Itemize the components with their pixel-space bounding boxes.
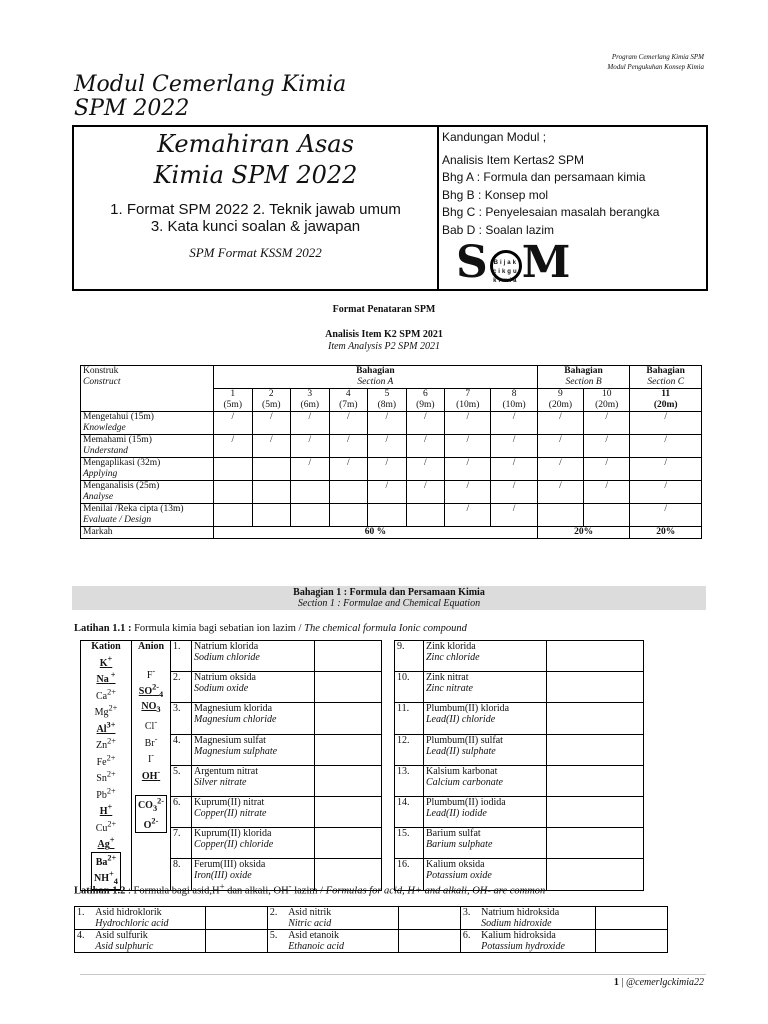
- ion-no3: $NO_3$: [141, 701, 161, 715]
- latihan-1-2-sup2: -: [288, 881, 292, 891]
- cmp-answer[interactable]: [315, 828, 382, 859]
- markah-section-b: 20%: [537, 527, 630, 539]
- section-c-en: Section C: [647, 377, 685, 387]
- footer-separator: |: [621, 977, 624, 988]
- box-heading-1: Kemahiran Asas: [157, 130, 354, 158]
- acid-answer[interactable]: [205, 907, 267, 930]
- construct-label: Memahami (15m) Understand: [81, 435, 214, 458]
- title-box: [72, 125, 708, 291]
- contents-item-0: Analisis Item Kertas2 SPM: [442, 152, 585, 167]
- box-point-2: 3. Kata kunci soalan & jawapan: [150, 218, 361, 235]
- question-1: 1 (5m): [214, 389, 253, 412]
- format-title: Format Penataran SPM: [332, 304, 436, 315]
- cmp-answer[interactable]: [315, 797, 382, 828]
- cation-column: [81, 641, 132, 891]
- section-b-en: Section B: [565, 377, 602, 387]
- mark-cell: /: [491, 412, 537, 435]
- cmp-num: 11.: [395, 703, 424, 734]
- cmp-num: 7.: [171, 828, 192, 859]
- mark-cell: /: [630, 504, 702, 527]
- construct-row: [81, 435, 702, 458]
- mark-cell: [252, 458, 291, 481]
- question-10: 10 (20m): [584, 389, 630, 412]
- cation-heading: Kation: [91, 641, 121, 652]
- cmp-answer[interactable]: [547, 797, 644, 828]
- mark-cell: [252, 504, 291, 527]
- acid-num: 2.: [267, 907, 286, 930]
- acid-name: Natrium hidroksida Sodium hidroxide: [479, 907, 595, 930]
- cmp-answer[interactable]: [547, 734, 644, 765]
- question-11: 11 (20m): [630, 389, 702, 412]
- mark-cell: /: [329, 412, 368, 435]
- ion-pb: $Pb^{2+}$: [96, 786, 116, 801]
- ion-ca: $Ca^{2+}$: [96, 687, 116, 702]
- markah-section-a: 60 %: [214, 527, 538, 539]
- box-heading-2: Kimia SPM 2022: [153, 161, 358, 189]
- mark-cell: [291, 481, 330, 504]
- mark-cell: /: [537, 435, 583, 458]
- ion-br: Br-: [144, 734, 158, 749]
- acid-answer[interactable]: [595, 930, 667, 953]
- title-box-left: [74, 127, 439, 289]
- cmp-name: Plumbum(II) iodida Lead(II) iodide: [424, 797, 547, 828]
- mark-cell: /: [584, 481, 630, 504]
- mark-cell: [584, 504, 630, 527]
- question-7: 7 (10m): [445, 389, 491, 412]
- mark-cell: /: [491, 435, 537, 458]
- ion-so4: $SO^{2-}_4$: [138, 682, 164, 700]
- mark-cell: /: [406, 481, 445, 504]
- mark-cell: /: [252, 412, 291, 435]
- cmp-num: 10.: [395, 672, 424, 703]
- mark-cell: /: [584, 412, 630, 435]
- mark-cell: /: [630, 458, 702, 481]
- mark-cell: /: [406, 412, 445, 435]
- section-1-title: Bahagian 1 : Formula dan Persamaan Kimia: [293, 587, 485, 598]
- acid-name: Kalium hidroksida Potassium hydroxide: [479, 930, 595, 953]
- mark-cell: /: [291, 412, 330, 435]
- ion-ba-nh4-box: $Ba^{2+}$ $NH^+_4$: [91, 852, 121, 890]
- cmp-name: Magnesium sulfat Magnesium sulphate: [192, 734, 315, 765]
- analysis-table: [80, 365, 702, 539]
- section-a-ms: Bahagian: [356, 366, 395, 376]
- mark-cell: /: [214, 435, 253, 458]
- latihan-1-2: [74, 881, 545, 897]
- cmp-answer[interactable]: [547, 828, 644, 859]
- mark-cell: [329, 481, 368, 504]
- acid-row: [75, 930, 668, 953]
- mark-cell: [291, 504, 330, 527]
- analysis-subtitle: Item Analysis P2 SPM 2021: [327, 341, 441, 352]
- question-4: 4 (7m): [329, 389, 368, 412]
- header-line-1: Program Cemerlang Kimia SPM: [611, 53, 704, 61]
- contents-item-2: Bhg B : Konsep mol: [442, 187, 549, 202]
- mark-cell: /: [368, 435, 407, 458]
- ion-sn: $Sn^{2+}$: [96, 769, 116, 785]
- question-9: 9 (20m): [537, 389, 583, 412]
- header-line-2: Modul Pengukuhan Konsep Kimia: [607, 63, 704, 71]
- contents-title: Kandungan Modul ;: [442, 130, 547, 144]
- construct-label: Mengetahui (15m) Knowledge: [81, 412, 214, 435]
- mark-cell: /: [491, 504, 537, 527]
- cmp-name: Kuprum(II) klorida Copper(II) chloride: [192, 828, 315, 859]
- latihan-1-2-label: Latihan 1.2: [74, 885, 126, 897]
- mark-cell: /: [368, 412, 407, 435]
- footer-divider: [80, 974, 706, 975]
- latihan-1-1-label: Latihan 1.1 :: [74, 623, 132, 634]
- latihan-1-1-text: Formula kimia bagi sebatian ion lazim /: [131, 623, 305, 634]
- cmp-name: Kuprum(II) nitrat Copper(II) nitrate: [192, 797, 315, 828]
- mark-cell: /: [252, 435, 291, 458]
- acid-answer[interactable]: [398, 930, 460, 953]
- cmp-num-1: 1.: [171, 641, 192, 672]
- construct-row: [81, 481, 702, 504]
- cmp-num: 8.: [171, 859, 192, 890]
- contents-item-4: Bab D : Soalan lazim: [442, 222, 555, 237]
- acid-num: 1.: [75, 907, 94, 930]
- section-a-en: Section A: [357, 377, 394, 387]
- mark-cell: /: [445, 435, 491, 458]
- cmp-answer[interactable]: [547, 765, 644, 796]
- acid-num: 3.: [460, 907, 479, 930]
- section-a-header: [214, 366, 538, 389]
- mark-cell: /: [406, 458, 445, 481]
- cmp-num: 12.: [395, 734, 424, 765]
- footer-handle: @cemerlgckimia22: [625, 977, 704, 988]
- cmp-num: 5.: [171, 765, 192, 796]
- latihan-1-2-text: : Formula bagi asid,H: [125, 885, 220, 897]
- mark-cell: /: [214, 412, 253, 435]
- contents-panel: [442, 127, 702, 239]
- construct-header: [81, 366, 214, 412]
- running-header: [607, 52, 704, 72]
- mark-cell: /: [329, 458, 368, 481]
- construct-row: [81, 412, 702, 435]
- construct-en: Construct: [83, 377, 121, 387]
- mark-cell: [368, 504, 407, 527]
- question-2: 2 (5m): [252, 389, 291, 412]
- question-8: 8 (10m): [491, 389, 537, 412]
- ion-oh: OH-: [141, 767, 161, 782]
- latihan-1-1: [74, 623, 467, 634]
- cmp-name-1: Natrium klorida Sodium chloride: [192, 641, 315, 672]
- cmp-name-9: Zink klorida Zinc chloride: [424, 641, 547, 672]
- cmp-name: Zink nitrat Zinc nitrate: [424, 672, 547, 703]
- box-point-1: 1. Format SPM 2022 2. Teknik jawab umum: [110, 201, 401, 218]
- acid-name: Asid nitrik Nitric acid: [286, 907, 398, 930]
- cmp-answer[interactable]: [315, 703, 382, 734]
- section-c-header: [630, 366, 702, 389]
- cmp-answer-1[interactable]: [315, 641, 382, 672]
- question-5: 5 (8m): [368, 389, 407, 412]
- latihan-1-2-text2: dan alkali, OH: [224, 885, 289, 897]
- mark-cell: /: [368, 481, 407, 504]
- ion-k: K+: [99, 654, 113, 669]
- latihan-1-1-en: The chemical formula Ionic compound: [304, 623, 467, 634]
- module-title-line-2: SPM 2022: [74, 96, 190, 121]
- mark-cell: /: [445, 458, 491, 481]
- ion-cl: Cl-: [144, 717, 158, 732]
- ion-al: $Al^{3+}$: [96, 720, 116, 735]
- cmp-answer[interactable]: [547, 703, 644, 734]
- latihan-1-2-text3: lazim /: [291, 885, 326, 897]
- acid-name: Asid hidroklorik Hydrochloric acid: [93, 907, 205, 930]
- cmp-name: Plumbum(II) sulfat Lead(II) sulphate: [424, 734, 547, 765]
- mark-cell: [329, 504, 368, 527]
- cmp-answer[interactable]: [315, 672, 382, 703]
- mark-cell: /: [291, 458, 330, 481]
- acid-alkali-table: [74, 906, 668, 953]
- mark-cell: /: [630, 435, 702, 458]
- contents-item-3: Bhg C : Penyelesaian masalah berangka: [442, 205, 660, 219]
- acid-name: Asid etanoik Ethanoic acid: [286, 930, 398, 953]
- section-c-ms: Bahagian: [646, 366, 685, 376]
- module-title-line-1: Modul Cemerlang Kimia: [74, 72, 347, 97]
- ion-fe: $Fe^{2+}$: [96, 753, 116, 768]
- ion-i: I-: [147, 750, 155, 766]
- cmp-answer-9[interactable]: [547, 641, 644, 672]
- ion-mg: $Mg^{2+}$: [94, 703, 118, 719]
- ionic-table: [80, 640, 644, 891]
- section-1-subtitle: Section 1 : Formulae and Chemical Equation: [297, 598, 481, 609]
- ion-na: Na +: [96, 670, 116, 686]
- acid-name: Asid sulfurik Asid sulphuric: [93, 930, 205, 953]
- mark-cell: [214, 504, 253, 527]
- mark-cell: /: [368, 458, 407, 481]
- cmp-num: 14.: [395, 797, 424, 828]
- cmp-name: Argentum nitrat Silver nitrate: [192, 765, 315, 796]
- spm-logo: [456, 237, 573, 288]
- acid-answer[interactable]: [398, 907, 460, 930]
- cmp-answer[interactable]: [547, 672, 644, 703]
- cmp-name: Ferum(III) oksida Iron(III) oxide: [192, 859, 315, 890]
- cmp-name: Magnesium klorida Magnesium chloride: [192, 703, 315, 734]
- cmp-num: 16.: [395, 859, 424, 890]
- page-number: 1: [613, 977, 619, 988]
- cmp-name: Natrium oksida Sodium oxide: [192, 672, 315, 703]
- logo-letter-s: S: [456, 237, 490, 288]
- construct-label: Menganalisis (25m) Analyse: [81, 481, 214, 504]
- anion-heading: Anion: [137, 641, 165, 652]
- contents-item-1: Bhg A : Formula dan persamaan kimia: [442, 170, 646, 184]
- mark-cell: [214, 458, 253, 481]
- construct-row: [81, 504, 702, 527]
- section-b-ms: Bahagian: [564, 366, 603, 376]
- construct-ms: Konstruk: [83, 366, 119, 376]
- mark-cell: /: [291, 435, 330, 458]
- mark-cell: /: [537, 481, 583, 504]
- mark-cell: /: [445, 481, 491, 504]
- analysis-title: Analisis Item K2 SPM 2021: [325, 329, 443, 340]
- module-title: [74, 73, 346, 121]
- mark-cell: /: [537, 458, 583, 481]
- mark-cell: /: [491, 481, 537, 504]
- logo-badge-icon: Bijak cikgu kimia: [490, 250, 522, 282]
- ion-f: F-: [146, 666, 156, 681]
- cmp-num: 4.: [171, 734, 192, 765]
- cmp-num: 13.: [395, 765, 424, 796]
- mark-cell: /: [406, 435, 445, 458]
- acid-num: 5.: [267, 930, 286, 953]
- mark-cell: /: [329, 435, 368, 458]
- acid-num: 4.: [75, 930, 94, 953]
- cmp-num: 15.: [395, 828, 424, 859]
- logo-letters-m: M: [521, 237, 573, 288]
- mark-cell: /: [584, 458, 630, 481]
- acid-answer[interactable]: [595, 907, 667, 930]
- markah-label: Markah: [81, 527, 214, 539]
- mark-cell: [214, 481, 253, 504]
- cmp-name: Kalsium karbonat Calcium carbonate: [424, 765, 547, 796]
- anion-column: [132, 641, 171, 891]
- question-6: 6 (9m): [406, 389, 445, 412]
- ion-zn: $Zn^{2+}$: [96, 736, 116, 752]
- ion-cu: $Cu^{2+}$: [95, 819, 117, 834]
- markah-section-c: 20%: [630, 527, 702, 539]
- cmp-name: Kalium oksida Potassium oxide: [424, 859, 547, 890]
- mark-cell: /: [537, 412, 583, 435]
- mark-cell: [537, 504, 583, 527]
- mark-cell: /: [491, 458, 537, 481]
- cmp-num: 2.: [171, 672, 192, 703]
- latihan-1-2-sup: +: [219, 881, 225, 891]
- cmp-num: 3.: [171, 703, 192, 734]
- construct-label: Mengaplikasi (32m) Applying: [81, 458, 214, 481]
- cmp-answer[interactable]: [315, 765, 382, 796]
- cmp-answer[interactable]: [547, 859, 644, 890]
- section-b-header: [537, 366, 630, 389]
- cmp-num: 6.: [171, 797, 192, 828]
- ion-ag: Ag+: [97, 836, 115, 851]
- mark-cell: /: [630, 412, 702, 435]
- mark-cell: /: [445, 412, 491, 435]
- section-1-bar: [72, 586, 706, 610]
- ion-co3-o-box: $CO_3^{2-}$ $O^{2-}$: [135, 795, 167, 833]
- acid-answer[interactable]: [205, 930, 267, 953]
- cmp-num-9: 9.: [395, 641, 424, 672]
- ion-h: H+: [99, 802, 113, 818]
- mark-cell: /: [630, 481, 702, 504]
- mark-cell: /: [445, 504, 491, 527]
- markah-row: [81, 527, 702, 539]
- acid-row: [75, 907, 668, 930]
- mark-cell: [406, 504, 445, 527]
- mark-cell: /: [584, 435, 630, 458]
- cmp-name: Plumbum(II) klorida Lead(II) chloride: [424, 703, 547, 734]
- footer: [614, 977, 704, 988]
- acid-num: 6.: [460, 930, 479, 953]
- cmp-name: Barium sulfat Barium sulphate: [424, 828, 547, 859]
- construct-row: [81, 458, 702, 481]
- latihan-1-2-en: Formulas for acid, H+ and alkali, OH- are common: [325, 885, 546, 897]
- box-format: SPM Format KSSM 2022: [189, 245, 322, 260]
- cmp-answer[interactable]: [315, 734, 382, 765]
- question-3: 3 (6m): [291, 389, 330, 412]
- construct-label: Menilai /Reka cipta (13m) Evaluate / Design: [81, 504, 214, 527]
- mark-cell: [252, 481, 291, 504]
